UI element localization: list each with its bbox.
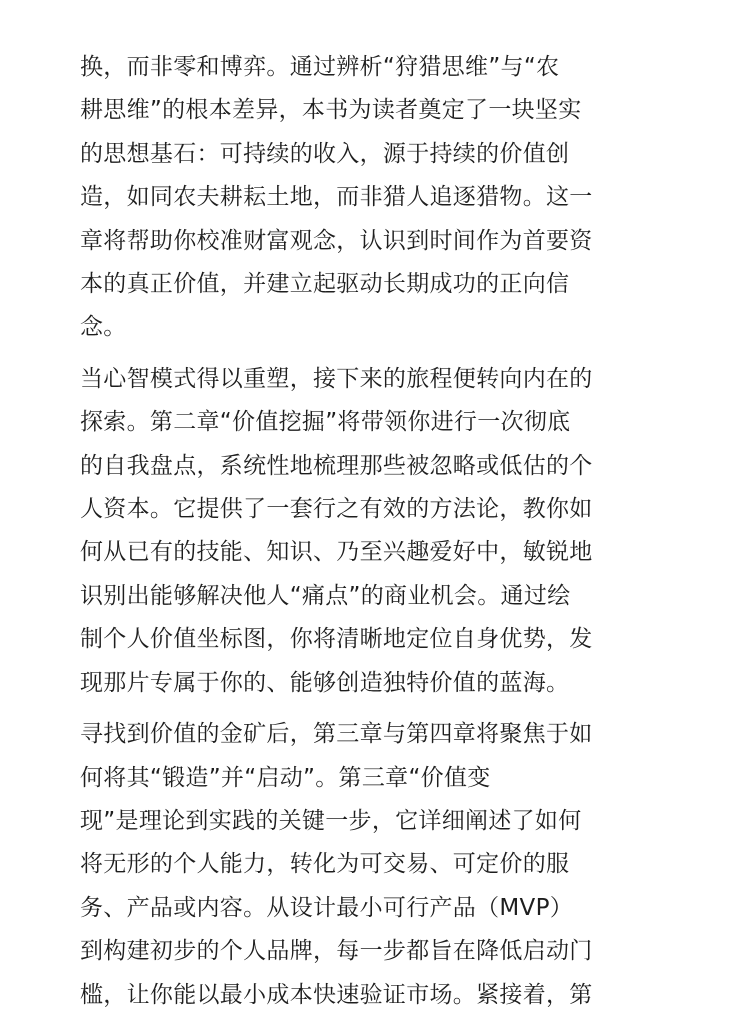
text-line: 槛，让你能以最小成本快速验证市场。紧接着，第 <box>80 981 593 1008</box>
text-line: 的自我盘点，系统性地梳理那些被忽略或低估的个 <box>80 452 593 479</box>
text-line: 识别出能够解决他人“痛点”的商业机会。通过绘 <box>80 582 571 609</box>
paragraph-3 <box>80 713 672 1017</box>
text-line: 的思想基石：可持续的收入，源于持续的价值创 <box>80 140 570 167</box>
text-line: 探索。第二章“价值挖掘”将带领你进行一次彻底 <box>80 409 571 436</box>
text-line: 制个人价值坐标图，你将清晰地定位自身优势，发 <box>80 626 593 653</box>
text-line: 何将其“锻造”并“启动”。第三章“价值变 <box>80 764 491 791</box>
text-line: 念。 <box>80 314 127 341</box>
text-line: 务、产品或内容。从设计最小可行产品（MVP） <box>80 894 574 921</box>
text-line: 耕思维”的根本差异，本书为读者奠定了一块坚实 <box>80 97 582 124</box>
text-line: 人资本。它提供了一套行之有效的方法论，教你如 <box>80 496 593 523</box>
text-line: 本的真正价值，并建立起驱动长期成功的正向信 <box>80 271 570 298</box>
paragraph-2 <box>80 358 672 705</box>
text-line: 寻找到价值的金矿后，第三章与第四章将聚焦于如 <box>80 721 593 748</box>
paragraph-1 <box>80 46 672 350</box>
text-line: 章将帮助你校准财富观念，认识到时间作为首要资 <box>80 227 593 254</box>
text-line: 换，而非零和博弈。通过辨析“狩猎思维”与“农 <box>80 54 560 80</box>
text-line: 现”是理论到实践的关键一步，它详细阐述了如何 <box>80 807 582 834</box>
text-line: 当心智模式得以重塑，接下来的旅程便转向内在的 <box>80 365 593 392</box>
text-line: 现那片专属于你的、能够创造独特价值的蓝海。 <box>80 669 570 696</box>
document-page <box>80 46 672 1025</box>
text-line: 到构建初步的个人品牌，每一步都旨在降低启动门 <box>80 938 593 965</box>
text-line: 造，如同农夫耕耘土地，而非猎人追逐猎物。这一 <box>80 184 593 211</box>
text-line: 将无形的个人能力，转化为可交易、可定价的服 <box>80 851 570 878</box>
text-line: 何从已有的技能、知识、乃至兴趣爱好中，敏锐地 <box>80 539 593 566</box>
